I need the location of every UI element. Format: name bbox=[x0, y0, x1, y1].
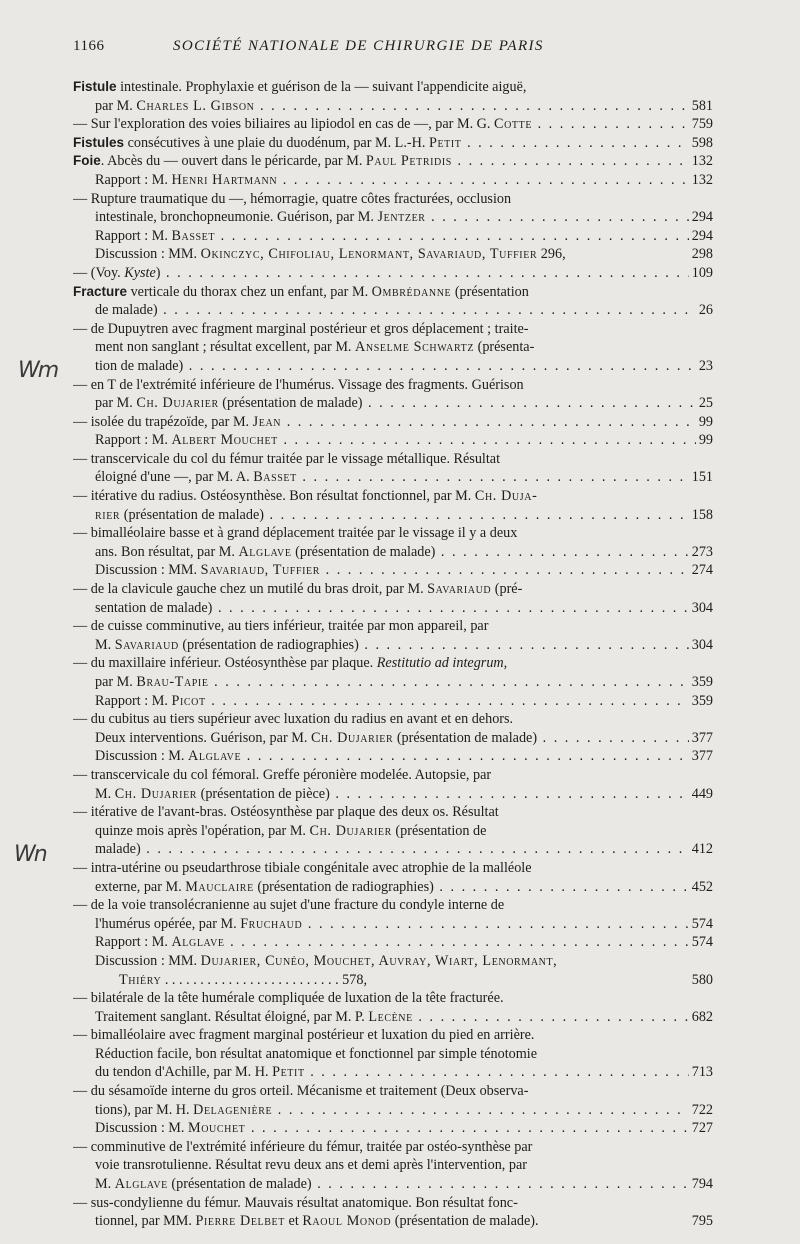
entry-text bbox=[95, 302, 713, 318]
page-reference: 377 bbox=[689, 729, 713, 748]
entry-fragment: M. bbox=[95, 785, 115, 802]
entry-fragment: quinze mois après l'opération, par M. bbox=[95, 822, 310, 839]
page-reference: 449 bbox=[689, 785, 713, 804]
author-name: Mouchet bbox=[188, 1120, 246, 1137]
index-line bbox=[73, 320, 713, 339]
entry-fragment: de malade) bbox=[95, 302, 158, 319]
page-reference: 412 bbox=[689, 840, 713, 859]
page-reference: 158 bbox=[689, 506, 713, 525]
entry-text bbox=[95, 432, 713, 448]
entry-fragment: Discussion : MM. bbox=[95, 246, 201, 263]
entry-text bbox=[73, 377, 524, 393]
entry-fragment: — transcervicale du col fémoral. Greffe péronière modelée. Autopsie, par bbox=[73, 766, 492, 783]
entry-fragment: tions), par M. H. bbox=[95, 1101, 194, 1118]
entry-text bbox=[73, 1027, 534, 1043]
entry-text bbox=[73, 488, 537, 504]
index-line bbox=[73, 1063, 713, 1082]
author-name: Ch. Dujarier bbox=[136, 395, 219, 412]
entry-fragment: (présentation de radiographies) bbox=[253, 878, 434, 895]
page-reference: 132 bbox=[689, 152, 713, 171]
entry-text bbox=[73, 153, 713, 169]
page-reference: 99 bbox=[696, 431, 713, 450]
index-line bbox=[73, 1101, 713, 1120]
author-name: Charles L. Gibson bbox=[136, 97, 255, 114]
index-line bbox=[73, 487, 713, 506]
index-line bbox=[73, 431, 713, 450]
index-line bbox=[73, 190, 713, 209]
author-name: Cotte bbox=[494, 116, 533, 133]
author-name: Savariaud bbox=[427, 581, 492, 598]
entry-fragment: par M. bbox=[95, 674, 137, 690]
entry-fragment: consécutives à une plaie du duodénum, par M. L.-H. bbox=[124, 134, 429, 151]
author-name: Thiéry bbox=[119, 971, 162, 988]
entry-fragment: tionnel, par MM. bbox=[95, 1213, 196, 1230]
page-reference: 294 bbox=[689, 208, 713, 227]
entry-fragment: ans. Bon résultat, par M. bbox=[95, 543, 239, 560]
entry-text bbox=[95, 730, 713, 746]
author-name: Alglave bbox=[188, 748, 242, 765]
entry-fragment: — sus-condylienne du fémur. Mauvais résultat anatomique. Bon résultat fonc- bbox=[73, 1194, 518, 1211]
entry-text bbox=[95, 823, 486, 839]
index-line bbox=[73, 543, 713, 562]
index-line bbox=[73, 1026, 713, 1045]
index-line bbox=[73, 301, 713, 320]
page-number: 1166 bbox=[73, 38, 105, 54]
entry-text bbox=[95, 209, 713, 225]
index-line bbox=[73, 766, 713, 785]
index-line bbox=[73, 1119, 713, 1138]
entry-fragment: — (Voy. bbox=[73, 264, 125, 281]
index-line bbox=[73, 208, 713, 227]
entry-text bbox=[95, 841, 713, 857]
entry-fragment: (présentation de malade) bbox=[167, 1176, 312, 1193]
index-line bbox=[73, 245, 713, 264]
author-name: Mauclaire bbox=[185, 878, 254, 895]
entry-text bbox=[73, 990, 504, 1006]
entry-fragment: — itérative de l'avant-bras. Ostéosynthèse par plaque des deux os. Résultat bbox=[73, 804, 499, 821]
entry-fragment: — du maxillaire inférieur. Ostéosynthèse par plaque. bbox=[73, 655, 377, 672]
entry-fragment: (présentation de radiographies) bbox=[178, 636, 359, 653]
index-line bbox=[73, 803, 713, 822]
index-line bbox=[73, 971, 713, 990]
entry-fragment: 296, bbox=[537, 246, 566, 263]
entry-fragment: (présenta- bbox=[474, 339, 535, 356]
author-name: Jentzer bbox=[377, 209, 426, 226]
author-name: Basset bbox=[171, 227, 216, 244]
entry-text bbox=[95, 469, 713, 485]
entry-text bbox=[95, 786, 713, 802]
entry-text bbox=[95, 1213, 539, 1229]
page-reference: 132 bbox=[689, 171, 713, 190]
author-name: Henri Hartmann bbox=[171, 171, 278, 188]
entry-fragment: Rapport : M. bbox=[95, 432, 172, 449]
entry-fragment: Discussion : M. bbox=[95, 1120, 189, 1137]
author-name: Okinczyc, Chifoliau, Lenormant, Savariaud, Tuffier bbox=[200, 246, 538, 263]
author-name: Petit bbox=[272, 1064, 305, 1081]
entry-text bbox=[73, 711, 513, 727]
entry-fragment: — du sésamoïde interne du gros orteil. Mécanisme et traitement (Deux observa- bbox=[73, 1083, 529, 1100]
index-line bbox=[73, 840, 713, 859]
page-reference: 99 bbox=[696, 413, 713, 432]
author-name: Ch. Dujarier bbox=[309, 822, 392, 839]
index-line bbox=[73, 264, 713, 283]
entry-text bbox=[95, 1157, 527, 1173]
entry-fragment: M. bbox=[95, 1176, 115, 1193]
index-line bbox=[73, 376, 713, 395]
entry-keyword: Fracture bbox=[73, 283, 128, 299]
entry-text bbox=[95, 1009, 713, 1025]
entry-text bbox=[73, 265, 713, 281]
author-name: Delagenière bbox=[193, 1101, 273, 1118]
page-reference: 727 bbox=[689, 1119, 713, 1138]
author-name: Savariaud, Tuffier bbox=[200, 562, 321, 579]
entry-fragment: ) bbox=[155, 264, 161, 281]
running-title: SOCIÉTÉ NATIONALE DE CHIRURGIE DE PARIS bbox=[173, 38, 544, 54]
entry-fragment: par M. bbox=[95, 97, 137, 114]
index-line bbox=[73, 394, 713, 413]
author-name: Ch. Duja- bbox=[474, 488, 538, 505]
author-name: Anselme Schwartz bbox=[355, 339, 475, 356]
index-line bbox=[73, 989, 713, 1008]
index-line bbox=[73, 1008, 713, 1027]
page-reference: 574 bbox=[689, 915, 713, 934]
entry-fragment: — itérative du radius. Ostéosynthèse. Bon résultat fonctionnel, par M. bbox=[73, 488, 475, 505]
entry-fragment: éloigné d'une —, par M. A. bbox=[95, 469, 254, 486]
entry-fragment: Restitutio ad integrum, bbox=[376, 655, 508, 672]
entry-fragment: Rapport : M. bbox=[95, 934, 172, 951]
page-reference: 794 bbox=[689, 1175, 713, 1194]
page-reference: 580 bbox=[689, 971, 713, 990]
entry-text bbox=[73, 116, 713, 132]
entry-fragment: Réduction facile, bon résultat anatomique et fonctionnel par simple ténotomie bbox=[95, 1045, 538, 1062]
page-reference: 377 bbox=[689, 747, 713, 766]
entry-text bbox=[95, 748, 713, 764]
page-reference: 304 bbox=[689, 599, 713, 618]
author-name: Ch. Dujarier bbox=[114, 785, 198, 802]
page-header bbox=[73, 38, 713, 60]
entry-text bbox=[73, 1083, 528, 1099]
index-line bbox=[73, 524, 713, 543]
entry-text bbox=[95, 544, 713, 560]
page-reference: 274 bbox=[689, 561, 713, 580]
entry-fragment: et bbox=[284, 1213, 303, 1230]
author-name: Alglave bbox=[114, 1176, 168, 1193]
index-line bbox=[73, 97, 713, 116]
entry-text bbox=[73, 618, 488, 634]
index-line bbox=[73, 1194, 713, 1213]
entry-text bbox=[73, 135, 713, 151]
entry-text bbox=[95, 1046, 537, 1062]
author-name: Ch. Dujarier bbox=[310, 729, 394, 746]
index-line bbox=[73, 115, 713, 134]
entry-text bbox=[95, 1176, 713, 1192]
index-line bbox=[73, 357, 713, 376]
entry-text bbox=[73, 897, 504, 913]
entry-text bbox=[95, 1102, 713, 1118]
page-reference: 304 bbox=[689, 636, 713, 655]
index-line bbox=[73, 747, 713, 766]
entry-fragment: l'humérus opérée, par M. bbox=[95, 915, 241, 932]
page-reference: 722 bbox=[689, 1101, 713, 1120]
author-name: Petit bbox=[428, 134, 462, 151]
entry-fragment: . Abcès du — ouvert dans le péricarde, par M. bbox=[100, 153, 366, 170]
page-reference: 25 bbox=[696, 394, 713, 413]
entry-fragment: ment non sanglant ; résultat excellent, par M. bbox=[95, 339, 356, 356]
page-reference: 359 bbox=[689, 673, 713, 692]
page-reference: 581 bbox=[689, 97, 713, 116]
index-line bbox=[73, 1212, 713, 1231]
index-line bbox=[73, 673, 713, 692]
index-line bbox=[73, 171, 713, 190]
entry-fragment: — bimalléolaire basse et à grand déplacement traitée par le vissage il y a deux bbox=[73, 525, 518, 542]
index-line bbox=[73, 654, 713, 673]
index-line bbox=[73, 915, 713, 934]
index-line bbox=[73, 878, 713, 897]
entry-fragment: intestinale. Prophylaxie et guérison de la — suivant l'appendicite aiguë, bbox=[116, 79, 527, 95]
author-name: Savariaud bbox=[114, 636, 179, 653]
entry-text bbox=[73, 79, 526, 95]
index-line bbox=[73, 1045, 713, 1064]
entry-text bbox=[95, 916, 713, 932]
entry-fragment: voie transrotulienne. Résultat revu deux ans et demi après l'intervention, par bbox=[95, 1157, 527, 1174]
entry-fragment: Deux interventions. Guérison, par M. bbox=[95, 729, 311, 746]
entry-fragment: Rapport : M. bbox=[95, 692, 172, 709]
author-name: Ombrédanne bbox=[371, 283, 452, 300]
entry-text bbox=[95, 693, 713, 709]
entry-fragment: (présentation de pièce) bbox=[197, 785, 330, 802]
entry-text bbox=[73, 525, 517, 541]
entry-text bbox=[95, 358, 713, 374]
author-name: Picot bbox=[171, 692, 206, 709]
entry-fragment: malade) bbox=[95, 841, 141, 858]
index-line bbox=[73, 1082, 713, 1101]
entry-fragment: — de Dupuytren avec fragment marginal postérieur et gros déplacement ; traite- bbox=[73, 320, 529, 337]
entry-fragment: sentation de malade) bbox=[95, 599, 213, 616]
entry-text bbox=[73, 860, 532, 876]
entry-fragment: (présentation de malade) bbox=[393, 729, 538, 746]
index-line bbox=[73, 859, 713, 878]
index-line bbox=[73, 933, 713, 952]
entry-fragment: Rapport : M. bbox=[95, 227, 172, 244]
index-line bbox=[73, 729, 713, 748]
entry-fragment: (pré- bbox=[491, 581, 523, 598]
entry-fragment: externe, par M. bbox=[95, 878, 186, 895]
page-reference: 294 bbox=[689, 227, 713, 246]
entry-fragment: — transcervicale du col du fémur traitée par le vissage métallique. Résultat bbox=[73, 450, 501, 467]
entry-fragment: Discussion : M. bbox=[95, 748, 189, 765]
page-reference: 359 bbox=[689, 692, 713, 711]
entry-fragment: Discussion : MM. bbox=[95, 952, 201, 969]
entry-text bbox=[95, 600, 713, 616]
page-reference: 574 bbox=[689, 933, 713, 952]
page-reference: 23 bbox=[696, 357, 713, 376]
index-line bbox=[73, 896, 713, 915]
entry-fragment: par M. bbox=[95, 395, 137, 412]
entry-text bbox=[95, 1064, 713, 1080]
entry-text bbox=[73, 581, 522, 597]
entry-fragment: M. bbox=[95, 636, 115, 653]
page-reference: 598 bbox=[689, 134, 713, 153]
entry-fragment: — intra-utérine ou pseudarthrose tibiale congénitale avec atrophie de la malléole bbox=[73, 859, 532, 876]
entry-fragment: — comminutive de l'extrémité inférieure du fémur, traitée par ostéo-synthèse par bbox=[73, 1138, 533, 1155]
entry-fragment: — en T de l'extrémité inférieure de l'humérus. Vissage des fragments. Guérison bbox=[73, 376, 524, 393]
entry-text bbox=[73, 655, 507, 671]
author-name: Alglave bbox=[171, 934, 225, 951]
index-line bbox=[73, 338, 713, 357]
page-reference: 795 bbox=[689, 1212, 713, 1231]
entry-fragment: — Rupture traumatique du —, hémorragie, quatre côtes fracturées, occlusion bbox=[73, 190, 512, 207]
index-line bbox=[73, 283, 713, 302]
index-line bbox=[73, 1175, 713, 1194]
author-name: Raoul Monod bbox=[302, 1213, 392, 1230]
page-reference: 109 bbox=[689, 264, 713, 283]
entry-text bbox=[73, 1139, 532, 1155]
entry-fragment: Kyste bbox=[124, 264, 156, 281]
entry-text bbox=[95, 172, 713, 188]
index-line bbox=[73, 580, 713, 599]
index-line bbox=[73, 450, 713, 469]
page-reference: 713 bbox=[689, 1063, 713, 1082]
entry-fragment: Discussion : MM. bbox=[95, 562, 201, 579]
author-name: Jean bbox=[252, 413, 282, 430]
entry-fragment: — du cubitus au tiers supérieur avec luxation du radius en avant et en dehors. bbox=[73, 711, 514, 728]
index-line bbox=[73, 227, 713, 246]
index-line bbox=[73, 1138, 713, 1157]
author-name: Brau-Tapie bbox=[136, 674, 209, 690]
index-line bbox=[73, 692, 713, 711]
page-reference: 151 bbox=[689, 468, 713, 487]
index-line bbox=[73, 134, 713, 153]
entry-fragment: (présentation de malade) bbox=[120, 506, 264, 523]
entry-fragment: — bilatérale de la tête humérale compliquée de luxation de la tête fracturée. bbox=[73, 990, 504, 1007]
page-reference: 759 bbox=[689, 115, 713, 134]
entry-fragment: intestinale, bronchopneumonie. Guérison, par M. bbox=[95, 209, 378, 226]
entry-text bbox=[95, 674, 713, 690]
entry-fragment: — bimalléolaire avec fragment marginal postérieur et luxation du pied en arrière. bbox=[73, 1027, 535, 1044]
index-line bbox=[73, 599, 713, 618]
entry-fragment: (présentation de malade) bbox=[291, 543, 436, 560]
entry-text bbox=[95, 98, 713, 114]
index-line bbox=[73, 1156, 713, 1175]
entry-text bbox=[119, 972, 367, 988]
entry-text bbox=[95, 246, 566, 262]
entry-keyword: Fistule bbox=[73, 79, 117, 94]
author-name: Fruchaud bbox=[240, 915, 303, 932]
entry-text bbox=[95, 562, 713, 578]
entry-fragment: tion de malade) bbox=[95, 357, 184, 374]
entry-fragment: du tendon d'Achille, par M. H. bbox=[95, 1064, 273, 1081]
index-line bbox=[73, 710, 713, 729]
entry-text bbox=[95, 228, 713, 244]
entry-text bbox=[73, 804, 499, 820]
entry-fragment: (présentation de malade). bbox=[391, 1213, 539, 1230]
entry-fragment: (présentation bbox=[451, 283, 529, 300]
entry-text bbox=[73, 191, 511, 207]
entry-fragment: (présentation de malade) bbox=[218, 395, 363, 412]
entry-fragment: . . . . . . . . . . . . . . . . . . . . . . . . . 578, bbox=[161, 971, 367, 988]
entry-keyword: Foie bbox=[73, 153, 101, 169]
entry-text bbox=[95, 879, 713, 895]
index-line bbox=[73, 822, 713, 841]
index-line bbox=[73, 636, 713, 655]
entry-fragment: — de la clavicule gauche chez un mutilé du bras droit, par M. bbox=[73, 581, 428, 598]
index-line bbox=[73, 78, 713, 97]
author-name: Alglave bbox=[238, 543, 292, 560]
entry-fragment: — de cuisse comminutive, au tiers inférieur, traitée par mon appareil, par bbox=[73, 618, 489, 635]
entry-text bbox=[95, 637, 713, 653]
author-name: Basset bbox=[253, 469, 297, 486]
entry-keyword: Fistules bbox=[73, 134, 125, 150]
author-name: Pierre Delbet bbox=[195, 1213, 285, 1230]
entry-text bbox=[95, 953, 557, 969]
entry-fragment: verticale du thorax chez un enfant, par M. bbox=[127, 283, 372, 300]
entry-text bbox=[73, 767, 491, 783]
author-name: Dujarier, Cunéo, Mouchet, Auvray, Wiart, Lenormant, bbox=[200, 952, 558, 969]
entry-text bbox=[73, 321, 529, 337]
author-name: rier bbox=[95, 506, 121, 523]
page-reference: 452 bbox=[689, 878, 713, 897]
entry-text bbox=[73, 1195, 518, 1211]
entry-fragment: Traitement sanglant. Résultat éloigné, par M. P. bbox=[95, 1008, 369, 1025]
page-reference: 26 bbox=[696, 301, 713, 320]
entry-fragment: (présentation de bbox=[391, 822, 487, 839]
entry-fragment: — Sur l'exploration des voies biliaires au lipiodol en cas de —, par M. G. bbox=[73, 116, 495, 133]
entry-fragment: — isolée du trapézoïde, par M. bbox=[73, 413, 253, 430]
entry-text bbox=[95, 395, 713, 411]
handwritten-annotation: Wm bbox=[18, 358, 58, 383]
index-line bbox=[73, 413, 713, 432]
entry-text bbox=[95, 934, 713, 950]
author-name: Albert Mouchet bbox=[171, 432, 278, 449]
entry-fragment: Rapport : M. bbox=[95, 171, 172, 188]
entry-text bbox=[95, 339, 534, 355]
index-line bbox=[73, 952, 713, 971]
index-line bbox=[73, 152, 713, 171]
page-reference: 298 bbox=[689, 245, 713, 264]
index-entries bbox=[73, 78, 713, 1231]
entry-text bbox=[73, 284, 529, 300]
index-line bbox=[73, 785, 713, 804]
entry-fragment: — de la voie transolécranienne au sujet d'une fracture du condyle interne de bbox=[73, 897, 505, 914]
entry-text bbox=[95, 507, 713, 523]
handwritten-annotation: Wn bbox=[14, 842, 46, 867]
author-name: Lecène bbox=[368, 1008, 413, 1025]
entry-text bbox=[73, 414, 713, 430]
author-name: Paul Petridis bbox=[365, 153, 452, 170]
index-line bbox=[73, 468, 713, 487]
entry-text bbox=[73, 451, 500, 467]
page-reference: 273 bbox=[689, 543, 713, 562]
index-line bbox=[73, 506, 713, 525]
page-reference: 682 bbox=[689, 1008, 713, 1027]
index-line bbox=[73, 617, 713, 636]
entry-text bbox=[95, 1120, 713, 1136]
index-line bbox=[73, 561, 713, 580]
